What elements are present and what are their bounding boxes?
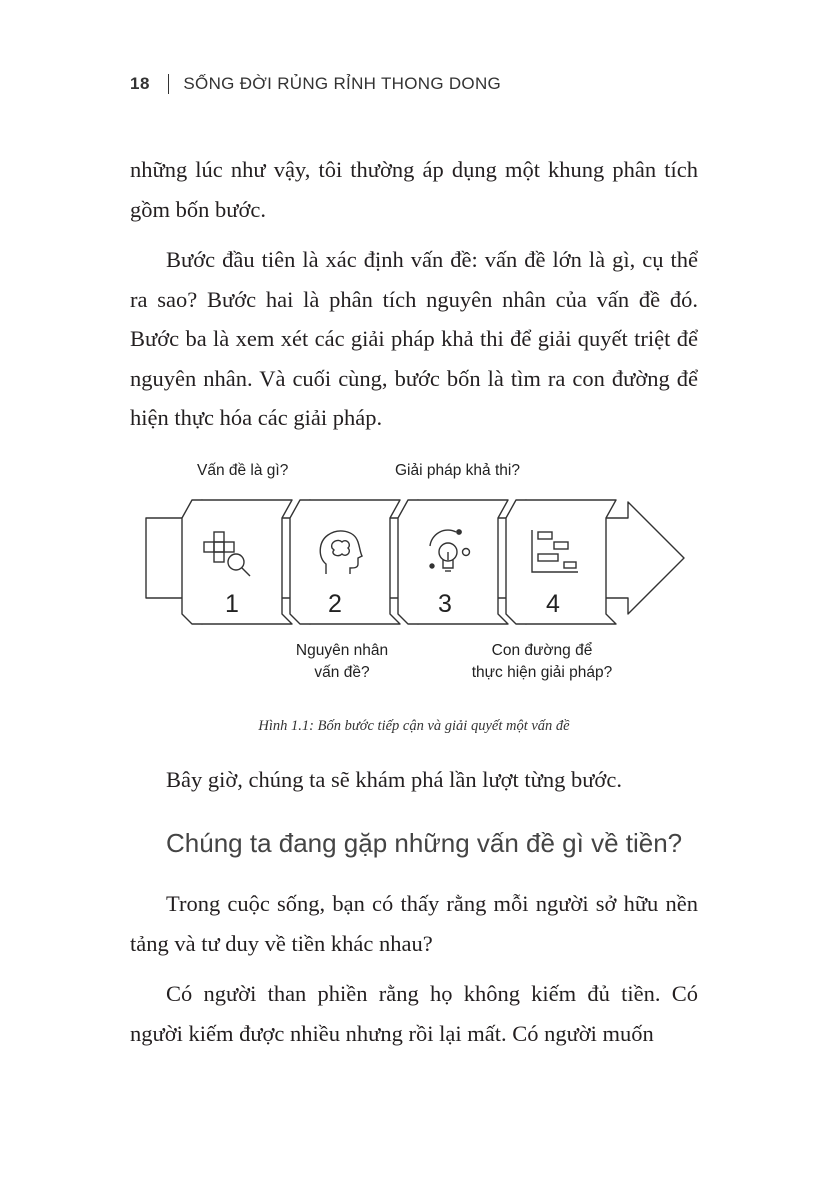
paragraph-explore: Bây giờ, chúng ta sẽ khám phá lần lượt từng bước. bbox=[166, 767, 622, 792]
step-number-2: 2 bbox=[328, 590, 342, 618]
figure-caption: Hình 1.1: Bốn bước tiếp cận và giải quyết một vấn đề bbox=[258, 718, 570, 734]
label-step-2-line-1: Nguyên nhân bbox=[295, 642, 389, 659]
label-step-1: Vấn đề là gì? bbox=[197, 462, 289, 479]
label-step-3: Giải pháp khả thi? bbox=[395, 462, 520, 479]
paragraph-complaints: Có người than phiền rằng họ không kiếm đủ tiền. Có người kiếm được nhiều nhưng rồi lại mất. Có người muốn bbox=[130, 981, 698, 1046]
paragraph-money-mindset: Trong cuộc sống, bạn có thấy rằng mỗi người sở hữu nền tảng và tư duy về tiền khác nhau? bbox=[130, 891, 698, 956]
label-step-4-line-1: Con đường để bbox=[491, 642, 593, 659]
step-number-1: 1 bbox=[225, 590, 239, 618]
running-header bbox=[130, 70, 501, 98]
label-step-2 bbox=[290, 640, 394, 684]
four-step-figure bbox=[130, 448, 698, 698]
label-step-4-line-2: thực hiện giải pháp? bbox=[471, 664, 613, 681]
step-number-3: 3 bbox=[438, 590, 452, 618]
book-title: SỐNG ĐỜI RỦNG RỈNH THONG DONG bbox=[183, 74, 502, 93]
paragraph-continuation: những lúc như vậy, tôi thường áp dụng một khung phân tích gồm bốn bước. bbox=[130, 157, 698, 222]
step-number-4: 4 bbox=[546, 590, 560, 618]
label-step-2-line-2: vấn đề? bbox=[314, 664, 370, 681]
header-divider bbox=[168, 74, 170, 94]
section-heading: Chúng ta đang gặp những vấn đề gì về tiền? bbox=[166, 828, 683, 858]
label-step-4 bbox=[460, 640, 624, 684]
paragraph-four-steps: Bước đầu tiên là xác định vấn đề: vấn đề lớn là gì, cụ thể ra sao? Bước hai là phân tích nguyên nhân của vấn đề đó. Bước ba là xem xét các giải pháp khả thi để giải quyết triệt để nguyên nhân. Và cuối cùng, bước bốn là tìm ra con đường để hiện thực hóa các giải pháp. bbox=[130, 247, 698, 430]
page-number: 18 bbox=[130, 74, 150, 93]
